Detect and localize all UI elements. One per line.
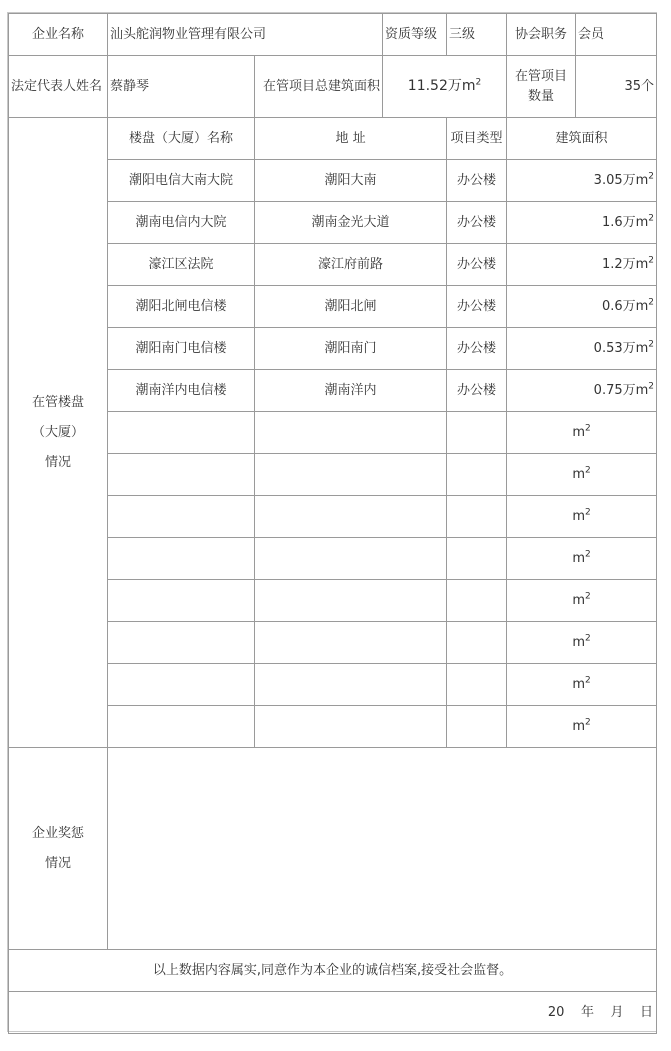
total-area-sup: 2 [475, 77, 482, 88]
total-area-label: 在管项目总建筑面积 [255, 56, 383, 118]
date-line: 20 年 月 日 [9, 992, 657, 1034]
project-area-sup: 2 [648, 339, 655, 350]
project-area [507, 370, 657, 412]
empty-address [255, 412, 447, 454]
empty-address [255, 538, 447, 580]
legal-rep-value: 蔡静琴 [108, 56, 255, 118]
empty-area-unit: m [572, 718, 585, 734]
legal-rep-label: 法定代表人姓名 [9, 56, 108, 118]
project-name: 潮阳北闸电信楼 [108, 286, 255, 328]
company-label: 企业名称 [9, 14, 108, 56]
empty-area-sup: 2 [584, 549, 591, 560]
project-area [507, 286, 657, 328]
empty-area-unit: m [572, 508, 585, 524]
project-area-value: 0.6万m [601, 298, 649, 314]
project-area [507, 202, 657, 244]
projects-header-row [9, 118, 657, 160]
empty-address [255, 496, 447, 538]
project-type: 办公楼 [447, 160, 507, 202]
qualification-value: 三级 [447, 14, 507, 56]
awards-label [9, 748, 108, 950]
empty-name [108, 622, 255, 664]
project-area-value: 0.75万m [593, 382, 649, 398]
project-area-sup: 2 [648, 213, 655, 224]
empty-area-sup: 2 [584, 633, 591, 644]
project-address: 濠江府前路 [255, 244, 447, 286]
project-count-value: 35个 [576, 56, 657, 118]
empty-area-sup: 2 [584, 591, 591, 602]
projects-section-label-line-3: 情况 [44, 454, 71, 470]
empty-name [108, 454, 255, 496]
declaration-row [9, 950, 657, 992]
awards-label-line-1: 企业奖惩 [31, 825, 84, 841]
project-type: 办公楼 [447, 370, 507, 412]
empty-area-unit: m [572, 676, 585, 692]
empty-type [447, 580, 507, 622]
empty-name [108, 412, 255, 454]
empty-area [507, 496, 657, 538]
company-value: 汕头舵润物业管理有限公司 [108, 14, 383, 56]
project-area-value: 1.6万m [601, 214, 649, 230]
total-area-value: 11.52万m [407, 78, 476, 94]
project-name: 濠江区法院 [108, 244, 255, 286]
credit-record-table [8, 13, 657, 1034]
project-area [507, 160, 657, 202]
project-count-label [507, 56, 576, 118]
association-value: 会员 [576, 14, 657, 56]
empty-name [108, 664, 255, 706]
project-type: 办公楼 [447, 328, 507, 370]
empty-address [255, 580, 447, 622]
company-row [9, 14, 657, 56]
project-area-sup: 2 [648, 381, 655, 392]
empty-area-sup: 2 [584, 423, 591, 434]
empty-type [447, 538, 507, 580]
empty-type [447, 454, 507, 496]
project-type: 办公楼 [447, 202, 507, 244]
project-name: 潮南洋内电信楼 [108, 370, 255, 412]
empty-area-unit: m [572, 634, 585, 650]
qualification-label: 资质等级 [383, 14, 447, 56]
project-area-sup: 2 [648, 255, 655, 266]
empty-name [108, 706, 255, 748]
empty-area-unit: m [572, 592, 585, 608]
empty-area [507, 454, 657, 496]
project-address: 潮南洋内 [255, 370, 447, 412]
col-header-name: 楼盘（大厦）名称 [108, 118, 255, 160]
empty-area [507, 538, 657, 580]
empty-name [108, 580, 255, 622]
empty-area-sup: 2 [584, 507, 591, 518]
project-area-sup: 2 [648, 297, 655, 308]
project-area-value: 0.53万m [593, 340, 649, 356]
project-type: 办公楼 [447, 244, 507, 286]
project-address: 潮南金光大道 [255, 202, 447, 244]
project-address: 潮阳大南 [255, 160, 447, 202]
empty-address [255, 706, 447, 748]
project-count-label-line-1: 在管项目 [515, 69, 568, 84]
empty-area [507, 664, 657, 706]
project-name: 潮南电信内大院 [108, 202, 255, 244]
empty-area [507, 622, 657, 664]
project-type: 办公楼 [447, 286, 507, 328]
empty-area-unit: m [572, 466, 585, 482]
project-area [507, 328, 657, 370]
empty-area [507, 706, 657, 748]
col-header-type: 项目类型 [447, 118, 507, 160]
project-area-value: 3.05万m [593, 172, 649, 188]
empty-area-sup: 2 [584, 717, 591, 728]
declaration-text: 以上数据内容属实,同意作为本企业的诚信档案,接受社会监督。 [9, 950, 657, 992]
empty-type [447, 622, 507, 664]
date-row [9, 992, 657, 1034]
empty-name [108, 538, 255, 580]
total-area-cell [383, 56, 507, 118]
awards-row [9, 748, 657, 950]
empty-address [255, 622, 447, 664]
projects-section-label-line-2: （大厦） [31, 424, 84, 440]
project-address: 潮阳南门 [255, 328, 447, 370]
col-header-area: 建筑面积 [507, 118, 657, 160]
empty-type [447, 412, 507, 454]
association-label: 协会职务 [507, 14, 576, 56]
project-name: 潮阳电信大南大院 [108, 160, 255, 202]
project-name: 潮阳南门电信楼 [108, 328, 255, 370]
empty-type [447, 706, 507, 748]
awards-label-line-2: 情况 [44, 855, 71, 871]
project-count-label-line-2: 数量 [528, 88, 555, 104]
empty-area-unit: m [572, 550, 585, 566]
empty-name [108, 496, 255, 538]
awards-content [108, 748, 657, 950]
projects-section-label [9, 118, 108, 748]
empty-area-sup: 2 [584, 675, 591, 686]
projects-section-label-line-1: 在管楼盘 [31, 394, 84, 410]
legal-rep-row [9, 56, 657, 118]
empty-area-sup: 2 [584, 465, 591, 476]
empty-area [507, 412, 657, 454]
project-area-sup: 2 [648, 171, 655, 182]
empty-type [447, 496, 507, 538]
project-address: 潮阳北闸 [255, 286, 447, 328]
empty-address [255, 664, 447, 706]
project-area [507, 244, 657, 286]
empty-area-unit: m [572, 424, 585, 440]
project-area-value: 1.2万m [601, 256, 649, 272]
empty-area [507, 580, 657, 622]
empty-type [447, 664, 507, 706]
empty-address [255, 454, 447, 496]
col-header-address: 地 址 [255, 118, 447, 160]
